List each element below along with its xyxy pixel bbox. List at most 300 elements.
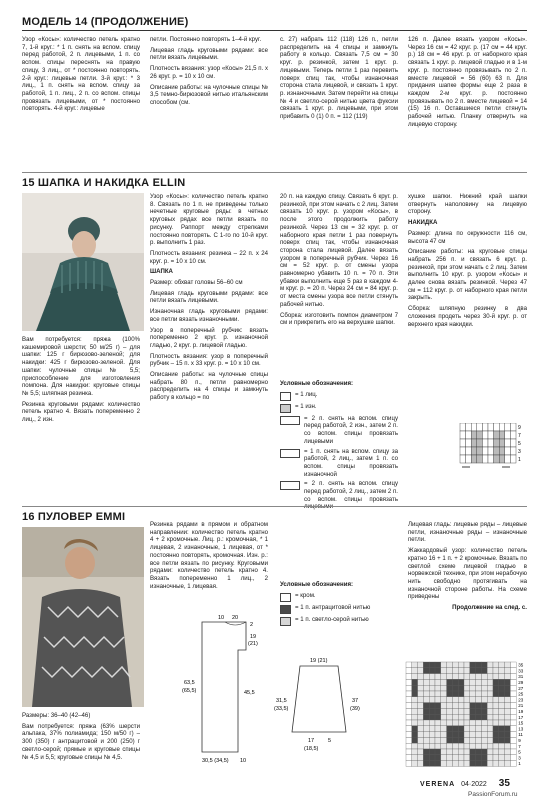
m16-continue: Продолжение на след. с. xyxy=(452,604,527,612)
m15-row-label: 5 xyxy=(518,441,521,447)
m15-chart-cell xyxy=(482,423,488,431)
m15-chart-cell xyxy=(505,423,511,431)
m16-chart-cell xyxy=(458,679,464,685)
m16-chart-cell xyxy=(406,743,412,749)
m14-c2d: Описание работы: на чулочные спицы № 3,5 темно-бирюзовой нитью итальянским способом (см. xyxy=(150,83,268,106)
m16-chart-cell xyxy=(435,708,441,714)
m16-chart-cell xyxy=(481,697,487,703)
m16-chart-cell xyxy=(505,714,511,720)
m16-chart-cell xyxy=(510,755,516,761)
m16-chart-cell xyxy=(464,668,470,674)
m16-chart-cell xyxy=(481,679,487,685)
m16-chart-cell xyxy=(441,674,447,680)
m16-chart-cell xyxy=(505,674,511,680)
m16-row-label: 25 xyxy=(518,691,524,697)
model15-photo xyxy=(22,193,144,331)
m16-chart-cell xyxy=(423,755,429,761)
m16-chart-cell xyxy=(458,761,464,767)
m16-chart-cell xyxy=(464,732,470,738)
m15-chart-cell xyxy=(488,447,494,455)
dim-arm: 19 xyxy=(250,634,257,640)
m15-c4a: хушке шапки. Нижний край шапки отвернуть наполовину на лицевую сторону. xyxy=(408,193,527,216)
m16-chart-cell xyxy=(412,708,418,714)
m16-chart-cell xyxy=(418,703,424,709)
m16-chart-cell xyxy=(493,697,499,703)
m15-row-label: 7 xyxy=(518,433,521,439)
m16-chart-cell xyxy=(406,726,412,732)
m16-chart-cell xyxy=(435,737,441,743)
m16-chart-cell xyxy=(452,755,458,761)
m16-chart-cell xyxy=(464,685,470,691)
m15-c2d: Размер: обхват головы 56–60 см xyxy=(150,279,243,287)
dim-side: 45,5 xyxy=(244,690,255,696)
m16-chart-cell xyxy=(441,708,447,714)
m16-chart-cell xyxy=(481,755,487,761)
m15-legend-row-3 xyxy=(280,448,398,479)
m16-chart-cell xyxy=(476,708,482,714)
dim-sl-h2: (33,5) xyxy=(274,706,289,712)
m16-chart-cell xyxy=(499,761,505,767)
m16-chart-cell xyxy=(441,749,447,755)
m15-chart-cell xyxy=(482,455,488,463)
header-rule xyxy=(22,30,527,31)
m16-chart-cell xyxy=(406,685,412,691)
m15-c2f: Изнаночная гладь круговыми рядами: все петли вязать изнаночными. xyxy=(150,308,268,323)
m15-chart-cell xyxy=(488,423,494,431)
dim-sl-top: 19 (21) xyxy=(310,658,328,664)
m14-c1: Узор «Косы»: количество петель кратно 7, 1-й круг.: * 1 п. снять на вспом. спицу перед работой, 2 п. лицевыми, 1 п. со вспом. спицы переснять на правую спицу, 3 лиц., от * постоянно повторять. 2-й круг.: лицевые петли. 3-й круг.: * 3 лиц., 1 п. снять на вспом. спицу за работой, 1 п. лиц., 2 п. со вспом. спицы провязать лицевыми, от * постоянно повторять. 4-й круг.: лицевые xyxy=(22,36,140,113)
m15-chart-cell xyxy=(494,455,500,463)
m16-chart-cell xyxy=(464,743,470,749)
m16-chart-cell xyxy=(487,743,493,749)
m15-chart xyxy=(458,423,530,471)
m16-chart-cell xyxy=(505,737,511,743)
m16-chart-cell xyxy=(499,674,505,680)
m16-chart-cell xyxy=(510,714,516,720)
m15-c2b: Плотность вязания: резинка – 22 п. х 24 круг. р. = 10 х 10 см. xyxy=(150,249,268,265)
m16-chart-cell xyxy=(505,708,511,714)
m16-chart-cell xyxy=(510,726,516,732)
m16-chart-cell xyxy=(423,703,429,709)
m16-chart-cell xyxy=(406,703,412,709)
m16-chart-cell xyxy=(505,749,511,755)
m16-chart-cell xyxy=(406,755,412,761)
m16-chart-cell xyxy=(464,703,470,709)
m16-chart-cell xyxy=(458,726,464,732)
legend-knit-symbol xyxy=(280,392,291,401)
m15-c2h: Плотность вязания: узор в поперечный рубчик – 15 п. х 33 круг. р. = 10 х 10 см. xyxy=(150,352,268,368)
m16-chart-cell xyxy=(418,755,424,761)
m16-chart-cell xyxy=(510,691,516,697)
m15-col1 xyxy=(22,336,140,427)
m16-chart-cell xyxy=(510,732,516,738)
dim-sl-h4: (39) xyxy=(350,706,360,712)
m16-chart-cell xyxy=(481,691,487,697)
section15-rule xyxy=(22,172,527,173)
m15-c4d: Описание работы: на круговые спицы набрать 256 п. и связать 6 круг. р. резинкой, при этом начать с 2 лиц. Затем выполнить 10 круг. р. узором «Косы» и далее снова вязать резинкой. Через 47 см = 112 круг. р. от наборного края петли закрыть. xyxy=(408,248,527,302)
m16-chart-cell xyxy=(452,714,458,720)
m16-chart-cell xyxy=(458,755,464,761)
m16-chart-cell xyxy=(476,662,482,668)
m16-chart-cell xyxy=(493,714,499,720)
m16-chart-cell xyxy=(470,743,476,749)
m16-chart-cell xyxy=(435,732,441,738)
m16-chart-cell xyxy=(470,761,476,767)
m16-chart-cell xyxy=(505,761,511,767)
m16-chart-cell xyxy=(487,685,493,691)
m15-chart-cell xyxy=(499,455,505,463)
m16-chart-cell xyxy=(470,737,476,743)
legend-text: = 1 изн. xyxy=(295,402,317,410)
m16-chart-cell xyxy=(499,679,505,685)
m16-chart-cell xyxy=(452,708,458,714)
dim-side1: 2 xyxy=(250,622,254,628)
dim-sl-h: 31,5 xyxy=(276,698,287,704)
m16-chart-cell xyxy=(418,685,424,691)
m16-chart-cell xyxy=(441,703,447,709)
m15-legend-row-0 xyxy=(280,391,398,401)
m16-chart-cell xyxy=(406,662,412,668)
m16-chart-cell xyxy=(406,749,412,755)
m16-chart-cell xyxy=(481,732,487,738)
m16-chart-cell xyxy=(423,761,429,767)
m14-c2b: Лицевая гладь круговыми рядами: все петли вязать лицевыми. xyxy=(150,46,268,62)
m16-chart-cell xyxy=(464,761,470,767)
m16-chart-cell xyxy=(435,679,441,685)
m16-chart-cell xyxy=(499,703,505,709)
m16-chart-cell xyxy=(452,668,458,674)
m16-chart-cell xyxy=(423,737,429,743)
site-watermark: PassionForum.ru xyxy=(468,791,518,798)
m16-chart-cell xyxy=(423,714,429,720)
m16-row-label: 33 xyxy=(518,668,524,674)
m16-chart-cell xyxy=(499,720,505,726)
m16-chart-cell xyxy=(429,674,435,680)
m14-col3 xyxy=(280,36,398,124)
m15-chart-cell xyxy=(505,431,511,439)
m16-chart-cell xyxy=(406,737,412,743)
m15-chart-cell xyxy=(482,431,488,439)
m16-chart-cell xyxy=(470,708,476,714)
m16-chart-cell xyxy=(423,749,429,755)
dim-body: 63,5 xyxy=(184,680,195,686)
m16-chart-cell xyxy=(464,679,470,685)
m16-chart-cell xyxy=(429,749,435,755)
m16-chart-cell xyxy=(510,662,516,668)
m15-c4b: НАКИДКА xyxy=(408,219,438,227)
m16-chart-cell xyxy=(464,749,470,755)
m16-chart-cell xyxy=(452,679,458,685)
m15-chart-cell xyxy=(505,439,511,447)
m15-chart-cell xyxy=(494,447,500,455)
m16-chart-cell xyxy=(510,761,516,767)
m16-chart-cell xyxy=(406,679,412,685)
m16-chart-cell xyxy=(447,761,453,767)
dim-sl-c: 5 xyxy=(328,738,332,744)
m16-chart-cell xyxy=(505,743,511,749)
m16-chart-cell xyxy=(447,697,453,703)
m16-chart-cell xyxy=(452,749,458,755)
m16-chart-cell xyxy=(470,674,476,680)
m16-row-label: 3 xyxy=(518,755,521,761)
m16-chart-cell xyxy=(418,662,424,668)
m16-chart-cell xyxy=(493,708,499,714)
m16-chart-cell xyxy=(476,755,482,761)
m16-chart-cell xyxy=(493,720,499,726)
m16-chart-cell xyxy=(452,674,458,680)
model16-photo-illustration xyxy=(22,527,144,707)
m16-chart-cell xyxy=(435,668,441,674)
legend-cable-symbol xyxy=(280,449,300,458)
m16-chart-cell xyxy=(412,755,418,761)
m16-chart-cell xyxy=(423,743,429,749)
m16-chart-cell xyxy=(481,685,487,691)
m16-chart-cell xyxy=(481,737,487,743)
m16-chart-cell xyxy=(441,720,447,726)
m16-chart-cell xyxy=(487,720,493,726)
m16-chart-cell xyxy=(429,714,435,720)
m16-chart-cell xyxy=(447,732,453,738)
m16-chart-cell xyxy=(458,691,464,697)
m16-chart-cell xyxy=(429,755,435,761)
m15-chart-cell xyxy=(510,423,516,431)
m15-chart-cell xyxy=(499,447,505,455)
m16-chart-cell xyxy=(441,726,447,732)
m16-c3b: Жаккардовый узор: количество петель кратно 16 + 1 п. + 2 кромочные. Вязать по светлой схеме лицевой гладью в норвежской технике, при этом нерабочую нить свободно протягивать на изнаночной стороне работы. На схеме приведены xyxy=(408,547,527,601)
m16-chart-cell xyxy=(447,737,453,743)
m16-chart-cell xyxy=(487,761,493,767)
m16-chart-cell xyxy=(481,668,487,674)
m16-row-label: 17 xyxy=(518,714,524,720)
m16-chart-cell xyxy=(487,668,493,674)
m15-c4e: Сборка: шляпную резинку в два сложения продеть через 30-й круг. р. от верхнего края накидки. xyxy=(408,305,527,328)
m16-chart-cell xyxy=(418,720,424,726)
m16-chart-cell xyxy=(493,679,499,685)
m16-chart-cell xyxy=(441,679,447,685)
m16-chart-cell xyxy=(441,743,447,749)
m16-chart-cell xyxy=(476,761,482,767)
m15-chart-cell xyxy=(510,455,516,463)
m16-chart-cell xyxy=(447,743,453,749)
m16-chart-cell xyxy=(487,732,493,738)
m16-sizes: Размеры: 36–40 (42–46) xyxy=(22,712,91,719)
m14-c3: с. 27) набрать 112 (118) 126 п., петли распределить на 4 спицы и замкнуть работу в кольцо. Связать 7,5 см = 30 круг. р. резинкой, затем 1 круг. р. лицевыми. Теперь петли 1 раз перевить поверх спиц так, чтобы изнаночная сторона стала лицевой, и связать 1 круг. р. изнаночными. Затем перейти на спицы № 4 и светло-серой нитью цвета фуксии связать 1 круг. р. лицевыми, при этом прибавить 0 (1) 0 п. = 112 (119) xyxy=(280,36,399,121)
m16-row-label: 7 xyxy=(518,743,521,749)
m16-chart-cell xyxy=(499,685,505,691)
m16-chart-cell xyxy=(458,749,464,755)
m16-chart-cell xyxy=(423,668,429,674)
m15-chart-cell xyxy=(477,439,483,447)
m15-chart-cell xyxy=(505,447,511,455)
m16-chart-cell xyxy=(429,737,435,743)
m15-c2g: Узор в поперечный рубчик: вязать попеременно 2 круг. р. изнаночной гладью, 2 круг. р. лицевой гладью. xyxy=(150,326,268,349)
dim-body2: (65,5) xyxy=(182,688,197,694)
m16-row-label: 27 xyxy=(518,685,524,691)
m16-chart-cell xyxy=(406,761,412,767)
m16-chart-cell xyxy=(470,726,476,732)
section16-rule xyxy=(22,506,527,507)
m16-chart-cell xyxy=(412,691,418,697)
dim-bottom: 30,5 (34,5) xyxy=(202,758,229,764)
m15-chart-cell xyxy=(477,431,483,439)
m16-chart-cell xyxy=(510,674,516,680)
m16-chart-cell xyxy=(493,749,499,755)
m16-chart-cell xyxy=(418,743,424,749)
m16-chart-cell xyxy=(412,674,418,680)
m16-chart-cell xyxy=(499,691,505,697)
dim-sl-h3: 37 xyxy=(352,698,359,704)
m16-chart-cell xyxy=(505,726,511,732)
m16-row-label: 1 xyxy=(518,761,521,767)
m16-chart-cell xyxy=(487,737,493,743)
m16-chart-cell xyxy=(510,697,516,703)
m16-chart-cell xyxy=(435,662,441,668)
m15-chart-cell xyxy=(460,447,466,455)
m16-chart-cell xyxy=(470,691,476,697)
m15-c2i: Описание работы: на чулочные спицы набрать 80 п., петли равномерно распределить на 4 спицы и замкнуть работу в кольцо = по xyxy=(150,371,268,402)
m16-chart-cell xyxy=(423,726,429,732)
m15-col3 xyxy=(280,193,398,330)
m15-rib: Резинка круговыми рядами: количество петель кратно 4. Вязать попеременно 2 лиц., 2 изн. xyxy=(22,400,140,424)
m16-chart-cell xyxy=(510,743,516,749)
m16-chart-cell xyxy=(429,743,435,749)
m16-chart-cell xyxy=(481,749,487,755)
m15-row-label: 3 xyxy=(518,449,521,455)
m16-chart-cell xyxy=(476,749,482,755)
m16-chart-cell xyxy=(510,749,516,755)
m16-chart-cell xyxy=(476,714,482,720)
m16-chart-cell xyxy=(429,697,435,703)
m16-chart-cell xyxy=(435,749,441,755)
m16-chart-cell xyxy=(458,674,464,680)
m16-chart-cell xyxy=(499,697,505,703)
legend-text: = 1 п. светло-серой нитью xyxy=(295,615,369,623)
m16-chart-cell xyxy=(458,662,464,668)
m16-chart-cell xyxy=(418,708,424,714)
m15-chart-cell xyxy=(505,455,511,463)
m16-chart-cell xyxy=(429,720,435,726)
m16-pattern-schematic xyxy=(180,612,390,782)
m15-chart-cell xyxy=(471,447,477,455)
m16-chart-cell xyxy=(429,761,435,767)
m16-chart-cell xyxy=(505,668,511,674)
m16-chart-cell xyxy=(423,697,429,703)
m16-chart-cell xyxy=(447,720,453,726)
m15-legend xyxy=(280,380,398,513)
m16-chart-cell xyxy=(435,714,441,720)
m16-chart-cell xyxy=(487,679,493,685)
m16-chart-cell xyxy=(464,697,470,703)
m16-chart-cell xyxy=(493,732,499,738)
m16-chart-cell xyxy=(452,703,458,709)
m16-chart-cell xyxy=(476,732,482,738)
m16-chart-cell xyxy=(423,720,429,726)
m16-chart-cell xyxy=(423,679,429,685)
m16-chart-cell xyxy=(464,691,470,697)
m16-chart-cell xyxy=(412,737,418,743)
dim-top2: 20 xyxy=(232,615,239,621)
m16-chart-cell xyxy=(510,685,516,691)
m16-chart-cell xyxy=(476,679,482,685)
m16-chart-cell xyxy=(470,668,476,674)
m16-chart-cell xyxy=(418,749,424,755)
m15-chart-cell xyxy=(460,455,466,463)
m16-chart-cell xyxy=(441,697,447,703)
m16-chart-cell xyxy=(418,714,424,720)
m15-legend-row-2 xyxy=(280,415,398,446)
dim-bottom2: 10 xyxy=(240,758,247,764)
m16-chart-cell xyxy=(476,668,482,674)
page-number: 35 xyxy=(498,778,510,789)
m16-row-label: 31 xyxy=(518,674,524,680)
m16-chart-cell xyxy=(447,749,453,755)
m16-chart-cell xyxy=(493,703,499,709)
legend-text: = 1 п. снять на вспом. спицу за работой, 2 лиц., затем 1 п. со вспом. спицы провязать изнаночной xyxy=(304,447,398,478)
legend-edge-symbol xyxy=(280,593,291,602)
m16-chart-cell xyxy=(493,737,499,743)
legend-text: = 2 п. снять на вспом. спицу перед работой, 2 лиц., затем 2 п. со вспом. спицы провязать xyxy=(304,480,398,503)
m16-chart-cell xyxy=(447,668,453,674)
m16-chart-cell xyxy=(418,679,424,685)
m16-chart-cell xyxy=(441,761,447,767)
m16-chart-cell xyxy=(476,691,482,697)
m15-chart-cell xyxy=(471,423,477,431)
m16-chart-cell xyxy=(487,662,493,668)
m16-chart-cell xyxy=(418,674,424,680)
legend-cable-symbol xyxy=(280,416,300,425)
m15-chart-cell xyxy=(488,431,494,439)
m16-chart-cell xyxy=(499,743,505,749)
m15-legend-title: Условные обозначения: xyxy=(280,380,354,387)
m16-chart-cell xyxy=(441,691,447,697)
m16-chart-cell xyxy=(464,737,470,743)
m16-chart-cell xyxy=(499,668,505,674)
m16-chart-cell xyxy=(412,761,418,767)
m16-chart-cell xyxy=(412,703,418,709)
m16-chart-cell xyxy=(493,668,499,674)
m16-chart-cell xyxy=(481,662,487,668)
m16-chart-cell xyxy=(441,714,447,720)
model15-header: 15 ШАПКА И НАКИДКА ELLIN xyxy=(22,177,186,189)
m16-chart-cell xyxy=(499,755,505,761)
m15-chart-cell xyxy=(482,439,488,447)
m16-chart-cell xyxy=(464,674,470,680)
m16-chart-cell xyxy=(505,720,511,726)
m16-chart-cell xyxy=(510,708,516,714)
m14-col1 xyxy=(22,36,140,116)
m16-chart-cell xyxy=(458,732,464,738)
m16-chart-cell xyxy=(447,662,453,668)
m16-chart-cell xyxy=(481,674,487,680)
m15-yarn: Вам потребуется: пряжа (100% кашемировой шерсти; 50 м/25 г) – для шапки: 125 г бирюзово-зеленой; для накидки: 425 г бирюзово-зеленой. Для шапки: чулочные спицы № 5,5; приспособление для изготовления помпона. Для накидки: круговые спицы № 5,5; шляпная резинка. xyxy=(22,336,140,397)
m16-chart-cell xyxy=(406,674,412,680)
m16-chart-cell xyxy=(458,703,464,709)
m16-chart-cell xyxy=(429,732,435,738)
m16-chart-cell xyxy=(481,761,487,767)
m16-chart-cell xyxy=(458,720,464,726)
m15-c4c: Размер: длина по окружности 116 см, высота 47 см xyxy=(408,229,527,245)
m15-chart-cell xyxy=(460,423,466,431)
m16-chart-cell xyxy=(510,737,516,743)
m16-chart-cell xyxy=(510,679,516,685)
m16-chart-cell xyxy=(412,743,418,749)
m16-chart-cell xyxy=(470,697,476,703)
dim-sl-b2: (18,5) xyxy=(304,746,319,752)
m15-chart-cell xyxy=(477,447,483,455)
m16-chart-cell xyxy=(458,668,464,674)
m16-chart-cell xyxy=(412,679,418,685)
m16-chart-cell xyxy=(487,674,493,680)
